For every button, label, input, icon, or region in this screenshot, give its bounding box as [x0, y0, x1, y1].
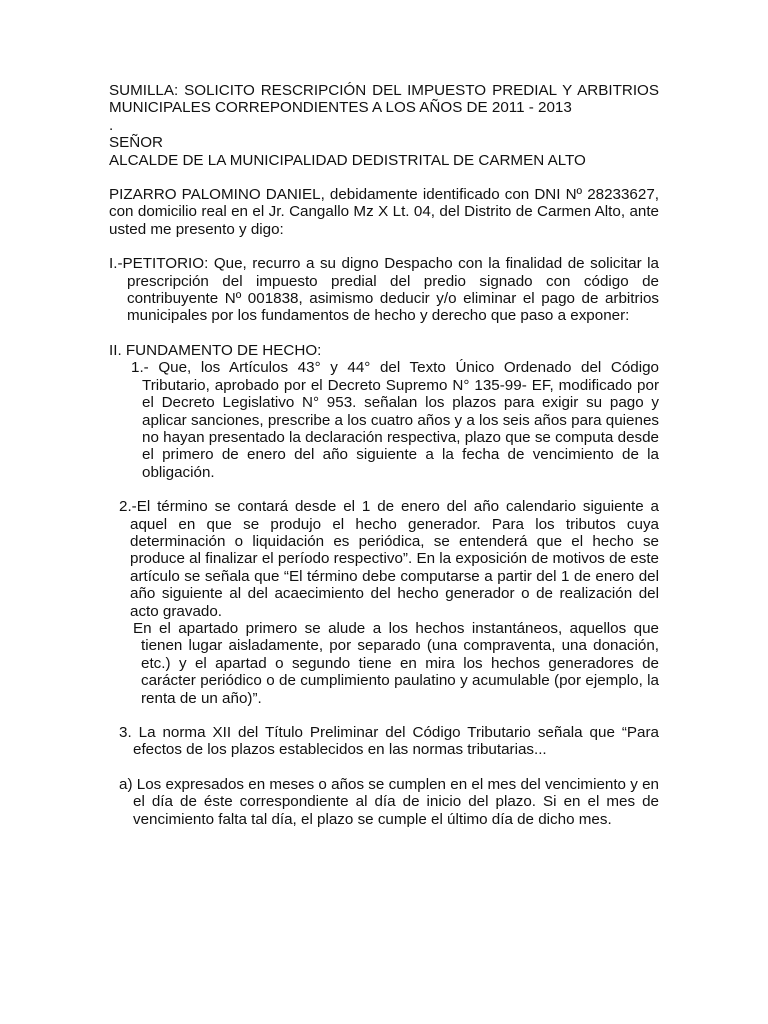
salutation: SEÑOR — [109, 134, 164, 152]
petitorio-paragraph: I.-PETITORIO: Que, recurro a su digno Despacho con la finalidad de solicitar la prescripción del impuesto predial del predio signado con código de contribuyente Nº 001838, asimismo deducir y/o eliminar el pago de arbitrios municipales por los fundamentos de hecho y derecho que paso a exponer: — [109, 255, 659, 325]
intro-paragraph: PIZARRO PALOMINO DANIEL, debidamente identificado con DNI Nº 28233627, con domicilio real en el Jr. Cangallo Mz X Lt. 04, del Distrito de Carmen Alto, ante usted me presento y digo: — [109, 186, 659, 238]
separator-dot: . — [109, 116, 114, 134]
fundamento-item-2: 2.-El término se contará desde el 1 de enero del año calendario siguiente a aquel en que se produjo el hecho generador. Para los tributos cuya determinación o liquidación es periódica, se entenderá que el hecho se produce al finalizar el período respectivo”. En la exposición de motivos de este artículo se señala que “El término debe computarse a partir del 1 de enero del año siguiente al del acaecimiento del hecho generador o de realización del acto gravado. — [119, 498, 659, 620]
fundamento-item-3: 3. La norma XII del Título Preliminar del Código Tributario señala que “Para efectos de los plazos establecidos en las normas tributarias... — [119, 724, 659, 759]
fundamento-item-2-continuation: En el apartado primero se alude a los hechos instantáneos, aquellos que tienen lugar aisladamente, por separado (una compraventa, una donación, etc.) y el apartad o segundo tiene en mira los hechos generadores de carácter periódico o de cumplimiento paulatino y acumulable (por ejemplo, la renta de un año)”. — [133, 619, 659, 707]
document-page — [109, 82, 659, 828]
fundamento-item-1: 1.- Que, los Artículos 43° y 44° del Texto Único Ordenado del Código Tributario, aprobado por el Decreto Supremo N° 135-99- EF, modificado por el Decreto Legislativo N° 953. señalan los plazos para exigir su pago y aplicar sanciones, prescribe a los cuatro años y a los seis años para quienes no hayan presentado la declaración respectiva, plazo que se computa desde el primero de enero del año siguiente a la fecha de vencimiento de la obligación. — [131, 359, 659, 481]
addressee: ALCALDE DE LA MUNICIPALIDAD DEDISTRITAL DE CARMEN ALTO — [109, 151, 586, 169]
sumilla-heading: SUMILLA: SOLICITO RESCRIPCIÓN DEL IMPUESTO PREDIAL Y ARBITRIOS MUNICIPALES CORREPONDIENTES A LOS AÑOS DE 2011 - 2013 — [109, 82, 659, 117]
fundamento-heading: II. FUNDAMENTO DE HECHO: — [109, 341, 322, 359]
fundamento-item-a: a) Los expresados en meses o años se cumplen en el mes del vencimiento y en el día de éste correspondiente al día de inicio del plazo. Si en el mes de vencimiento falta tal día, el plazo se cumple el último día de dicho mes. — [119, 775, 659, 828]
